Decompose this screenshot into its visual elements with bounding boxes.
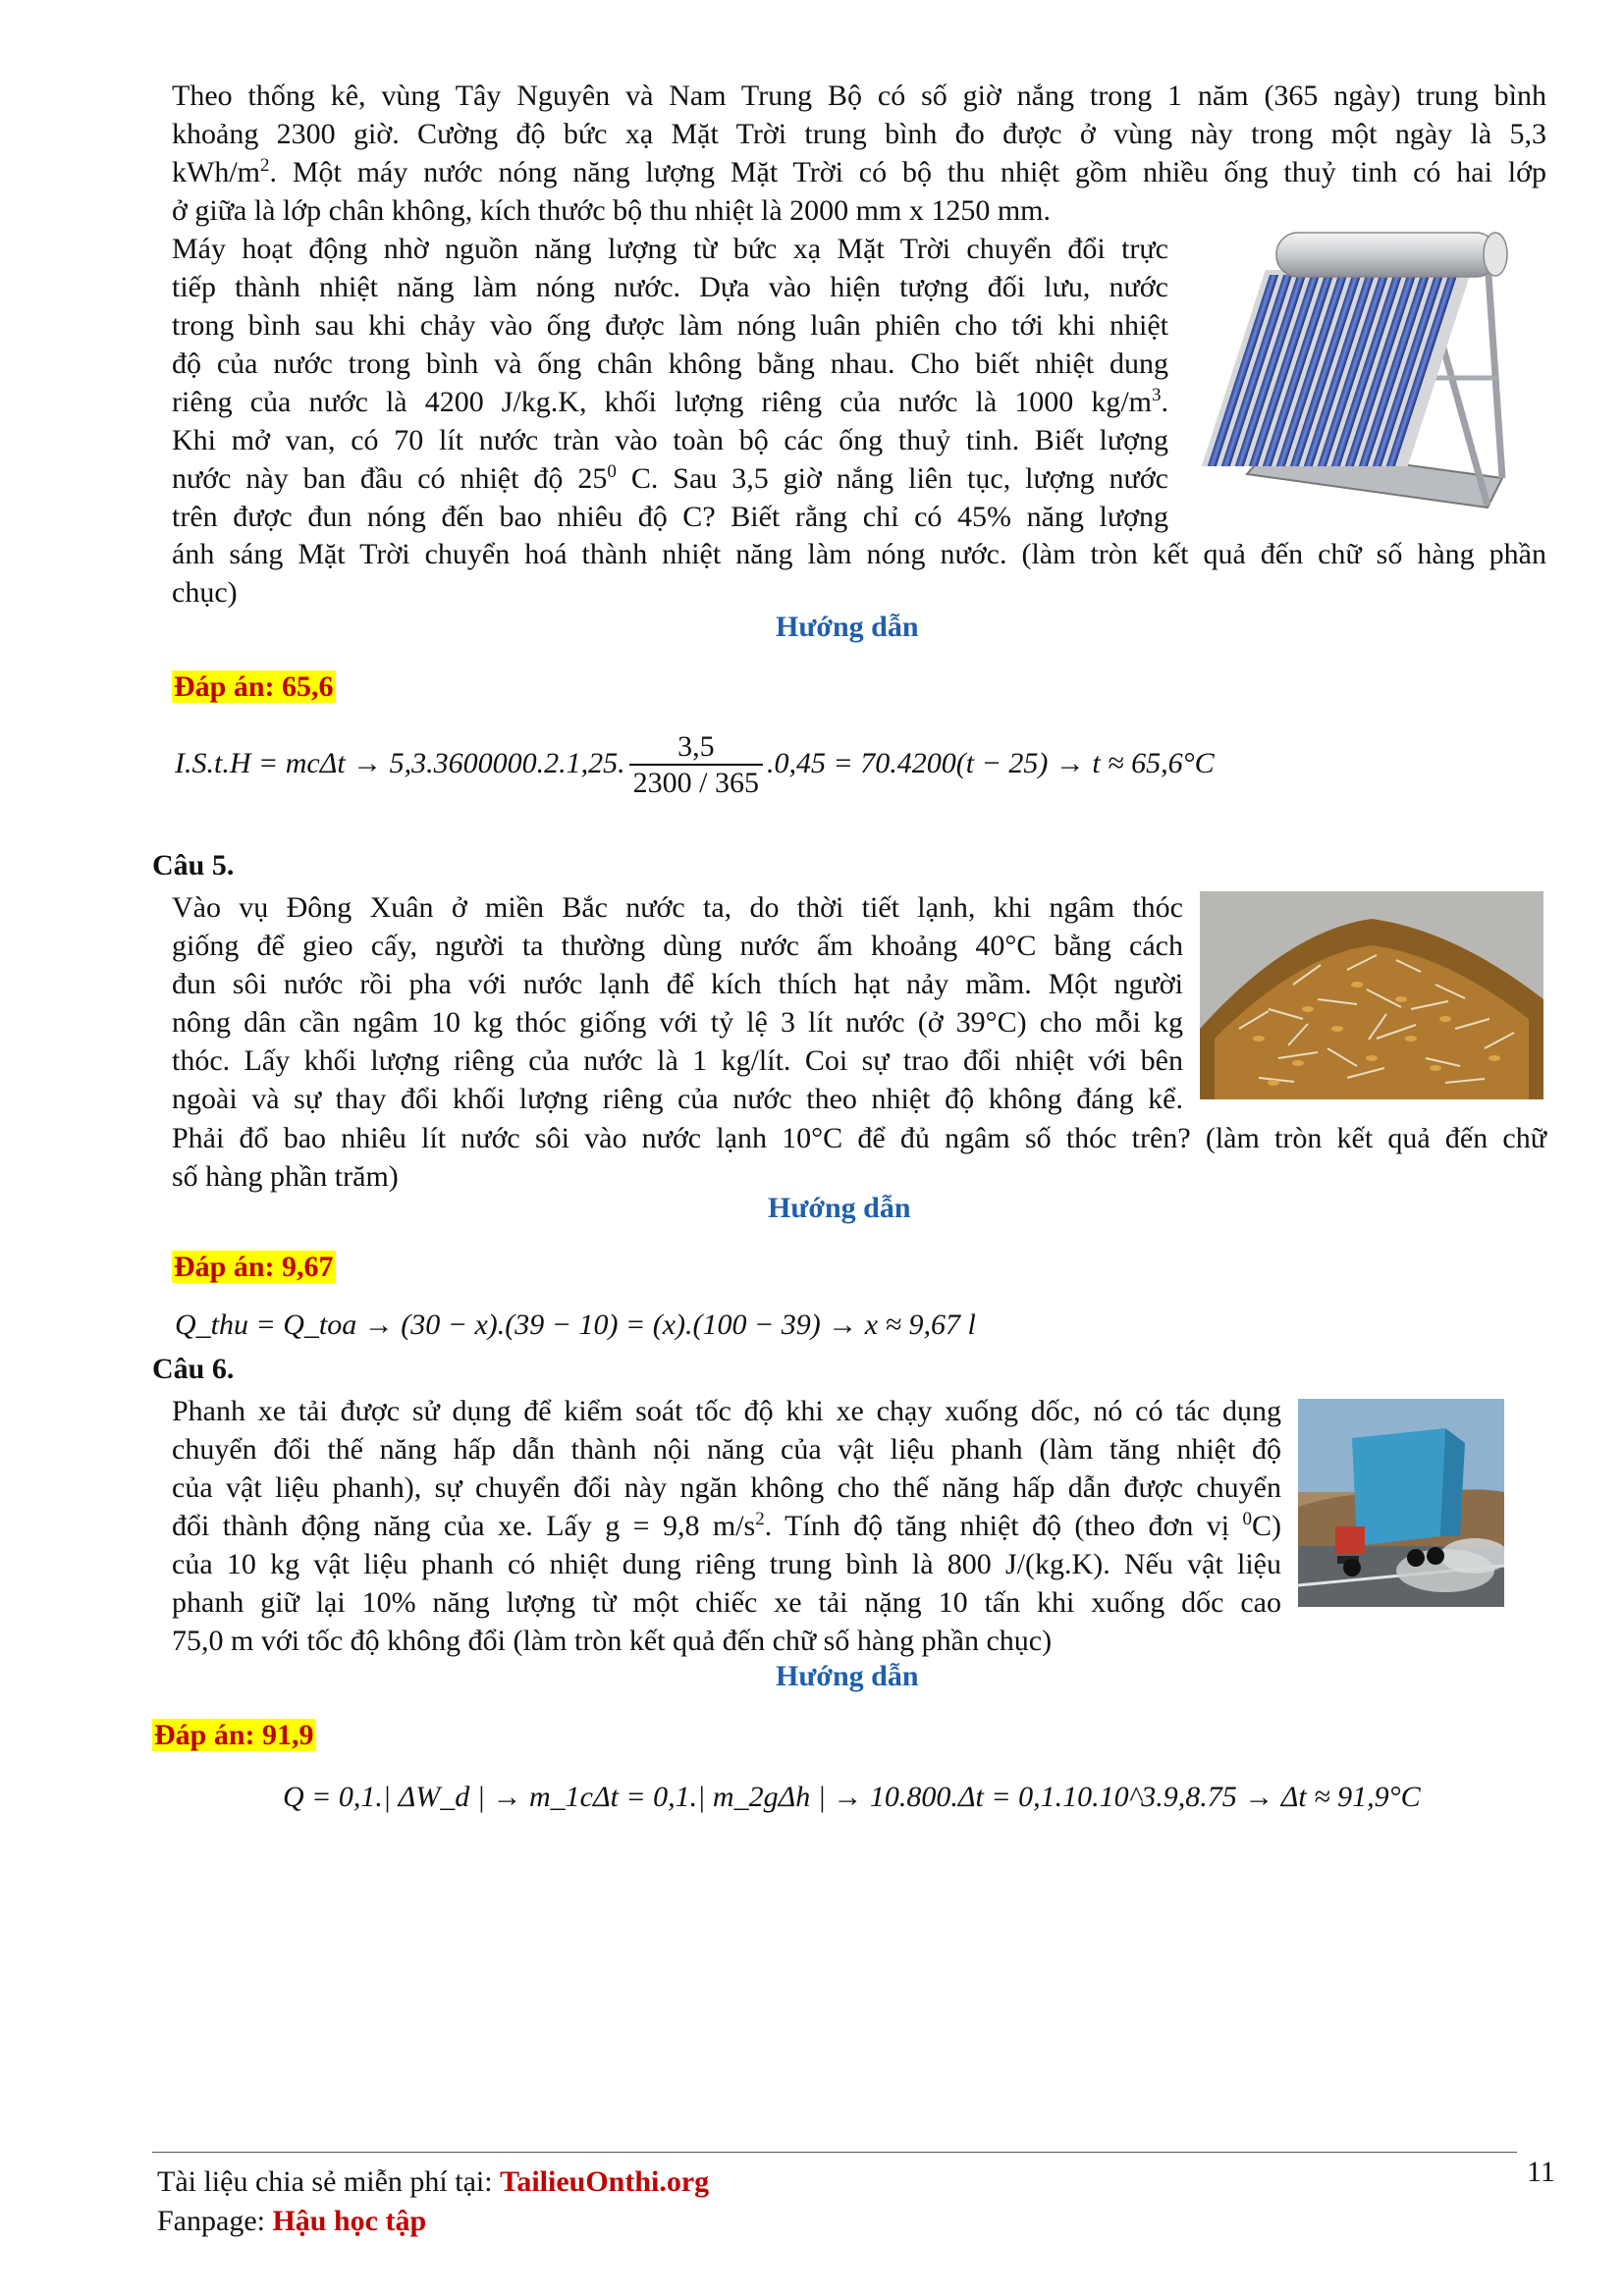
- q5-line-3: đun sôi nước rồi pha với nước lạnh để kích thích hạt nảy mầm. Một người: [172, 968, 1183, 1000]
- q6-line-4: đổi thành động năng của xe. Lấy g = 9,8 $m/s^2$. Tính độ tăng nhiệt độ (theo đơn vị $^0$C): [172, 1509, 1281, 1542]
- q4-tail: [172, 535, 1546, 612]
- q5-line-8: số hàng phần trăm): [172, 1160, 399, 1193]
- footer-fanpage-link[interactable]: Hậu học tập: [272, 2205, 427, 2237]
- q4-line-13: ánh sáng Mặt Trời chuyển hoá thành nhiệt năng làm nóng nước. (làm tròn kết quả đến chữ số hàng phần: [172, 538, 1546, 570]
- footer-share: [157, 2165, 709, 2199]
- q4-line-2: khoảng 2300 giờ. Cường độ bức xạ Mặt Trời trung bình đo được ở vùng này trong một ngày là 5,3: [172, 118, 1546, 150]
- q6-heading: Câu 6.: [152, 1353, 235, 1385]
- q4-line-14: chục): [172, 576, 238, 609]
- q6-answer: Đáp án: 91,9: [154, 1719, 314, 1751]
- q4-formula-fraction: $\frac{3,5}{2300 / 365}$: [629, 730, 763, 801]
- q5-wrap-text: [172, 888, 1183, 1118]
- q4-wrap-3: trong bình sau khi chảy vào ống được làm nóng luân phiên cho tới khi nhiệt: [172, 309, 1168, 342]
- q6-line-6: phanh giữ lại 10% năng lượng từ một chiếc xe tải nặng 10 tấn khi xuống dốc cao: [172, 1586, 1281, 1619]
- q6-line-1: Phanh xe tải được sử dụng để kiểm soát tốc độ khi xe chạy xuống dốc, nó có tác dụng: [172, 1395, 1281, 1427]
- q5-tail: [172, 1119, 1546, 1196]
- q6-answer-wrap: [152, 1719, 316, 1752]
- q5-line-5: thóc. Lấy khối lượng riêng của nước là 1 kg/lít. Coi sự trao đổi nhiệt với bên: [172, 1044, 1183, 1077]
- footer-site-link[interactable]: TailieuOnthi.org: [500, 2165, 710, 2198]
- q6-formula: Q = 0,1.| ΔW_d | → m_1cΔt = 0,1.| m_2gΔh | → 10.800.Δt = 0,1.10.10^3.9,8.75 → Δt ≈ 91,9°C: [283, 1781, 1421, 1813]
- q5-line-7: Phải đổ bao nhiêu lít nước sôi vào nước lạnh 10°C để đủ ngâm số thóc trên? (làm tròn kết quả đến chữ: [172, 1122, 1546, 1154]
- page-number: 11: [1527, 2156, 1555, 2188]
- q5-line-1: Vào vụ Đông Xuân ở miền Bắc nước ta, do thời tiết lạnh, khi ngâm thóc: [172, 891, 1183, 924]
- footer-fanpage-label: Fanpage:: [157, 2205, 273, 2237]
- q4-answer: Đáp án: 65,6: [174, 670, 334, 703]
- q4-line-1: Theo thống kê, vùng Tây Nguyên và Nam Trung Bộ có số giờ nắng trong 1 năm (365 ngày) trung bình: [172, 80, 1546, 112]
- q4-formula: I.S.t.H = mcΔt → 5,3.3600000.2.1,25. $\frac{3,5}{2300 / 365}$ .0,45 = 70.4200(t − 25) → t ≈ 65,6°C: [175, 730, 1215, 799]
- q6-line-7: 75,0 m với tốc độ không đổi (làm tròn kết quả đến chữ số hàng phần chục): [172, 1625, 1053, 1657]
- footer-fanpage: [157, 2205, 426, 2238]
- q4-wrap-7: nước này ban đầu có nhiệt độ $25^0$ C. Sau 3,5 giờ nắng liên tục, lượng nước: [172, 461, 1168, 495]
- q5-formula: Q_thu = Q_toa → (30 − x).(39 − 10) = (x).(100 − 39) → x ≈ 9,67 l: [175, 1308, 976, 1341]
- q4-wrap-2: tiếp thành nhiệt năng làm nóng nước. Dựa vào hiện tượng đối lưu, nước: [172, 271, 1168, 303]
- q4-guide-heading: Hướng dẫn: [776, 611, 919, 643]
- sprouted-rice-image: [1200, 891, 1543, 1099]
- q5-guide-heading: Hướng dẫn: [768, 1192, 911, 1224]
- q5-answer: Đáp án: 9,67: [174, 1251, 334, 1283]
- q4-intro: [172, 77, 1546, 230]
- q6-line-2: chuyển đổi thế năng hấp dẫn thành nội năng của vật liệu phanh (làm tăng nhiệt độ: [172, 1433, 1281, 1466]
- q6-wrap-text: [172, 1392, 1281, 1660]
- q4-wrap-text: [172, 230, 1168, 536]
- q4-wrap-5: riêng của nước là 4200 J/kg.K, khối lượng riêng của nước là 1000 $kg/m^3$.: [172, 385, 1168, 418]
- q4-wrap-1: Máy hoạt động nhờ nguồn năng lượng từ bức xạ Mặt Trời chuyển đổi trực: [172, 233, 1168, 265]
- q4-wrap-6: Khi mở van, có 70 lít nước tràn vào toàn bộ các ống thuỷ tinh. Biết lượng: [172, 424, 1168, 456]
- q6-line-5: của 10 kg vật liệu phanh có nhiệt dung riêng trung bình là 800 J/(kg.K). Nếu vật liệu: [172, 1548, 1281, 1580]
- q4-line-4: ở giữa là lớp chân không, kích thước bộ thu nhiệt là 2000 mm x 1250 mm.: [172, 194, 1051, 227]
- q4-line-3: kWh/$m^2$. Một máy nước nóng năng lượng Mặt Trời có bộ thu nhiệt gồm nhiều ống thuỷ tinh có hai lớp: [172, 155, 1546, 188]
- footer-divider: [152, 2152, 1517, 2153]
- truck-downhill-image: [1298, 1399, 1504, 1607]
- q5-heading: Câu 5.: [152, 849, 235, 881]
- q5-line-6: ngoài và sự thay đổi khối lượng riêng của nước theo nhiệt độ không đáng kể.: [172, 1083, 1183, 1115]
- q5-line-2: giống để gieo cấy, người ta thường dùng nước ấm khoảng 40°C bằng cách: [172, 930, 1183, 962]
- q4-answer-wrap: [172, 670, 336, 704]
- q4-wrap-4: độ của nước trong bình và ống chân không bằng nhau. Cho biết nhiệt dung: [172, 347, 1168, 380]
- q6-guide-heading: Hướng dẫn: [776, 1660, 919, 1692]
- solar-water-heater-image: [1193, 221, 1527, 515]
- q5-answer-wrap: [172, 1251, 336, 1284]
- q6-line-3: của vật liệu phanh), sự chuyển đổi này ngăn không cho thế năng hấp dẫn được chuyển: [172, 1471, 1281, 1504]
- q4-wrap-8: trên được đun nóng đến bao nhiêu độ C? Biết rằng chỉ có 45% năng lượng: [172, 501, 1168, 533]
- footer-share-label: Tài liệu chia sẻ miễn phí tại:: [157, 2165, 501, 2198]
- q5-line-4: nông dân cần ngâm 10 kg thóc giống với tỷ lệ 3 lít nước (ở 39°C) cho mỗi kg: [172, 1006, 1183, 1039]
